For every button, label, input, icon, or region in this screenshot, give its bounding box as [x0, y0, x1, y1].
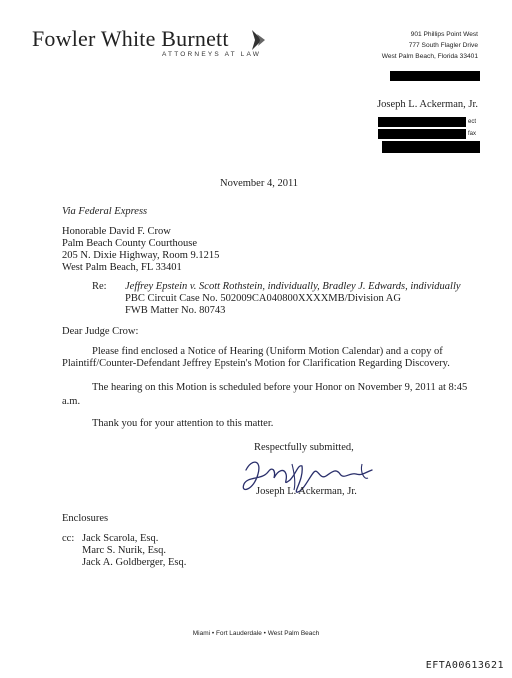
cc-recipient: Marc S. Nurik, Esq.	[82, 545, 166, 556]
attorney-name: Joseph L. Ackerman, Jr.	[377, 99, 478, 110]
redaction-bar	[378, 129, 466, 139]
paragraph-line: Thank you for your attention to this matter.	[92, 418, 274, 429]
address-line-3: West Palm Beach, Florida 33401	[381, 53, 478, 60]
letter-date: November 4, 2011	[220, 178, 299, 189]
delivery-method: Via Federal Express	[62, 206, 148, 217]
paragraph-line: Please find enclosed a Notice of Hearing (Uniform Motion Calendar) and a copy of	[92, 346, 443, 357]
paragraph-line: Plaintiff/Counter-Defendant Jeffrey Epstein's Motion for Clarification Regarding Discovery.	[62, 358, 450, 369]
firm-name: Fowler White Burnett	[32, 26, 229, 51]
redaction-bar	[382, 141, 480, 153]
cc-recipient: Jack Scarola, Esq.	[82, 533, 159, 544]
contact-label-direct: ect	[468, 119, 477, 125]
re-line-case-title: Jeffrey Epstein v. Scott Rothstein, individually, Bradley J. Edwards, individually	[125, 281, 461, 292]
recipient-line: Palm Beach County Courthouse	[62, 238, 198, 249]
redaction-bar	[390, 71, 480, 81]
salutation: Dear Judge Crow:	[62, 326, 139, 337]
footer-offices: Miami • Fort Lauderdale • West Palm Beach	[192, 630, 320, 637]
address-line-1: 901 Phillips Point West	[410, 31, 478, 38]
signature-image	[232, 450, 392, 506]
paragraph-line: The hearing on this Motion is scheduled before your Honor on November 9, 2011 at 8:45	[92, 382, 468, 393]
closing: Respectfully submitted,	[254, 442, 354, 453]
re-line-matter-number: FWB Matter No. 80743	[125, 305, 226, 316]
re-label: Re:	[92, 281, 107, 292]
recipient-line: Honorable David F. Crow	[62, 226, 171, 237]
enclosures-label: Enclosures	[62, 513, 109, 524]
firm-logo-icon	[250, 28, 266, 52]
cc-label: cc:	[62, 533, 75, 544]
address-line-2: 777 South Flagler Drive	[408, 42, 478, 49]
redaction-bar	[378, 117, 466, 127]
cc-recipient: Jack A. Goldberger, Esq.	[82, 557, 187, 568]
re-line-case-number: PBC Circuit Case No. 502009CA040800XXXXMB/Division AG	[125, 293, 401, 304]
paragraph-line: a.m.	[62, 396, 81, 407]
document-id: EFTA00613621	[425, 660, 504, 671]
recipient-line: West Palm Beach, FL 33401	[62, 262, 182, 273]
signer-name: Joseph L. Ackerman, Jr.	[256, 486, 357, 497]
firm-tagline: ATTORNEYS AT LAW	[162, 51, 262, 58]
contact-label-fax: fax	[468, 131, 477, 137]
recipient-line: 205 N. Dixie Highway, Room 9.1215	[62, 250, 220, 261]
